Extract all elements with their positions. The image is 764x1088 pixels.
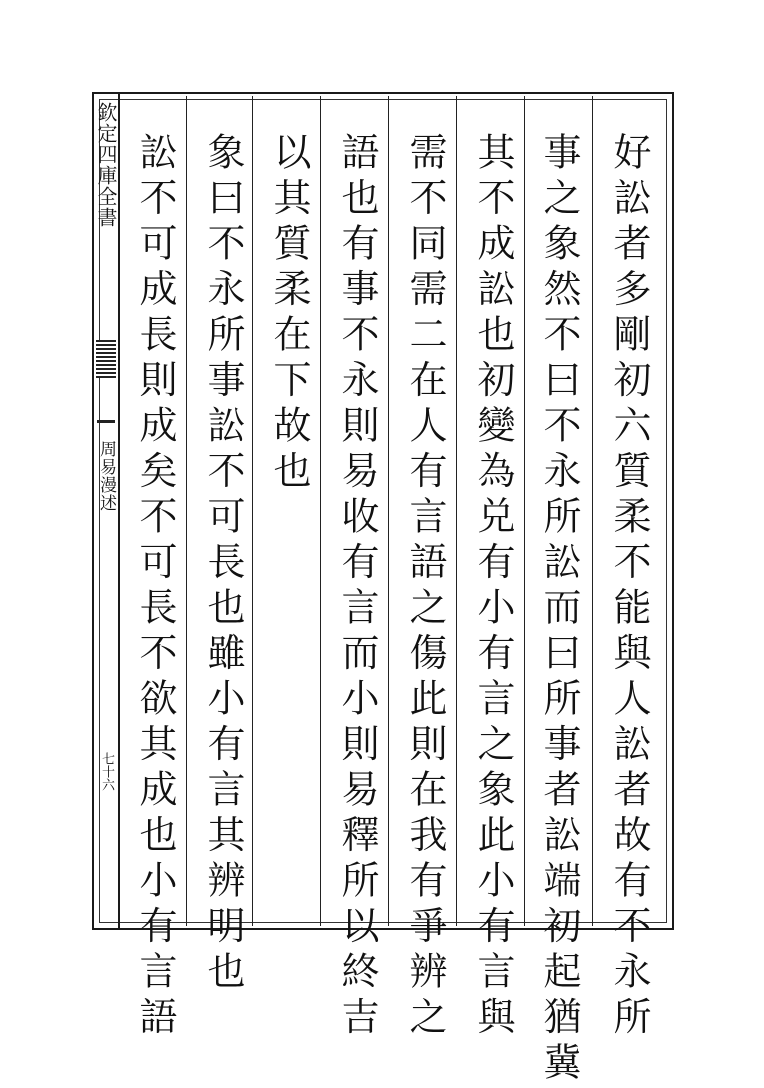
column-rule xyxy=(186,96,187,926)
fish-tail-ornament xyxy=(96,340,116,378)
text-column-3: 其不成訟也初變為兑有小有言之象此小有言與 xyxy=(471,132,515,1042)
text-column-5: 語也有事不永則易收有言而小則易釋所以終吉 xyxy=(335,132,379,1042)
column-rule xyxy=(456,96,457,926)
fish-tail-rule xyxy=(97,420,115,423)
text-column-6: 以其質柔在下故也 xyxy=(267,132,311,496)
text-column-7: 象曰不永所事訟不可長也雖小有言其辨明也 xyxy=(201,132,245,997)
column-rule xyxy=(524,96,525,926)
column-rule xyxy=(320,96,321,926)
book-title: 周易漫述 xyxy=(96,440,116,512)
column-rule xyxy=(592,96,593,926)
text-column-2: 事之象然不曰不永所訟而曰所事者訟端初起猶冀 xyxy=(537,132,581,1088)
column-rule xyxy=(388,96,389,926)
page-number: 七十六 xyxy=(99,752,114,791)
column-rule xyxy=(252,96,253,926)
text-column-1: 好訟者多剛初六質柔不能與人訟者故有不永所 xyxy=(607,132,651,1042)
text-column-4: 需不同需二在人有言語之傷此則在我有爭辨之 xyxy=(403,132,447,1042)
text-column-8: 訟不可成長則成矣不可長不欲其成也小有言語 xyxy=(133,132,177,1042)
collection-title: 欽定四庫全書 xyxy=(94,102,118,228)
